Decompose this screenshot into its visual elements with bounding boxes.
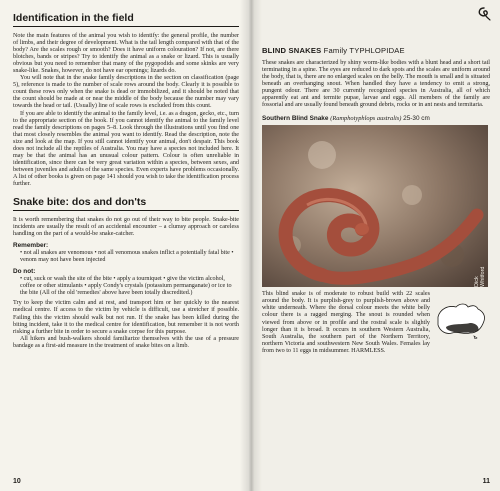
paragraph: If you are able to identify the animal to the family level, i.e. as a dragon, gecko, etc., turn to the appropriate section of the book. If you cannot identify the animal to the family level read the family descriptions on pages 5–8. Look through the illustrations until you find one that most closely resembles the animal you want to identify. Read the description, note the size and look at the map. If you still cannot identify your animal, don't despair. This book does not include all the reptiles of Australia. You may have a species not included here. It may be that the animal has an unusual colour pattern. Colour is often unreliable in identification, since there can be very great variation within a species, between sexes, and between juveniles and adults of the same species. Even experts have problems occasionally. A list of other books is given on page 141 should you wish to take the identification process further. [13, 110, 239, 187]
paragraph: All hikers and bush-walkers should familiarize themselves with the use of a pressure bandage as a first-aid measure in the treatment of snake bites on a limb. [13, 335, 239, 349]
australia-distribution-map-icon [432, 299, 490, 339]
page-number-left: 10 [13, 478, 21, 485]
remember-list [13, 250, 239, 264]
family-latin: TYPHLOPIDAE [349, 46, 405, 55]
snake-photo-image [262, 125, 488, 287]
caption-block [262, 291, 490, 354]
section-title-snake-bite: Snake bite: dos and don'ts [13, 196, 239, 211]
paragraph: It is worth remembering that snakes do not go out of their way to bite people. Snake-bite incidents are usually the result of an accidental encounter – a clumsy approach or careless handling on the part of a would-be snake-catcher. [13, 217, 239, 238]
do-not-label: Do not: [13, 268, 36, 276]
family-name: BLIND SNAKES [262, 46, 322, 55]
paragraph: Try to keep the victim calm and at rest, and transport him or her quickly to the nearest medical centre. If access to the victim by vehicle is difficult, use a stretcher if possible. Failing this the victim should walk but not run. If the snake has been killed during the biting incident, take it to the medical centre for identification, but remember it is not worth risking a further bite in order to secure a snake corpse for this purpose. [13, 300, 239, 335]
species-caption: This blind snake is of moderate to robust build with 22 scales around the body. It is purplish-grey to purplish-brown above and white underneath. Where the dorsal colour meets the white belly colour there is a ragged merging. The snout is rounded when viewed from above or in profile and the rostral scale is slightly longer than it is broad. It occurs in southern Western Australia, South Australia, the southern part of the Northern Territory, northern Victoria and southwestern New South Wales. Females lay from two to 11 eggs in midsummer. HARMLESS. [262, 291, 430, 354]
list-item: • not all snakes are venomous • not all venomous snakes inflict a potentially fatal bite • venom may not have been injected [20, 250, 234, 264]
page-number-right: 11 [482, 478, 490, 485]
photo-credit: Dick Whitford [474, 266, 486, 288]
species-heading [262, 115, 490, 122]
family-label: Family [323, 46, 348, 55]
list-item: • cut, suck or wash the site of the bite • apply a tourniquet • give the victim alcohol, coffee or other stimulants • apply Condy's crystals (potassium permanganate) or ice to the bite (All of the old 'remedies' above have been totally discredited.) [20, 276, 232, 297]
species-latin: (Ramphotyphlops australis) [330, 115, 402, 123]
right-page [249, 0, 500, 491]
section-title-identification: Identification in the field [13, 12, 239, 27]
snake-photo [262, 125, 488, 287]
paragraph: You will note that in the snake family descriptions in the section on classification (page 5), reference is made to the number of scale rows around the body. Clearly it is possible to count these rows only when the snake is dead or immobilized, and it should be noted that the count should be made at or near the middle of the body because the number may vary towards the head or tail. (Usually) line of scale rows is excluded from this count. [13, 75, 239, 110]
species-name: Southern Blind Snake [262, 115, 329, 123]
snake-logo-icon [476, 6, 492, 22]
do-not-list [13, 276, 239, 297]
left-page [0, 0, 249, 491]
family-description: These snakes are characterized by shiny worm-like bodies with a blunt head and a short tail terminating in a spine. The eyes are reduced to dark spots and the scales are uniform around the body, that is, there are no enlarged scales on the belly. The mouth is small and is situated beneath an overhanging snout. When handled they have a tendency to emit a strong, pungent odour. There are 30 currently recognized species in Australia, all of which apparently eat ant and termite pupae, larvae and eggs. All members of the family are fossorial and are usually found beneath ground debris, rocks or in ant nests and termitaria. [262, 60, 490, 109]
family-heading [262, 46, 490, 55]
paragraph: Note the main features of the animal you wish to identify: the general profile, the number of limbs, and their degree of development. What is the tail length compared with that of the body? Are the scales rough or smooth? Does it have uniform colouration? If not, are there blotches, bands or stripes? Try to identify the animal as a snake or lizard. This is usually obvious but you need to remember that many of the pygopodids and some skinks are very snake-like. Snakes, however, do not have ear openings; lizards do. [13, 33, 239, 75]
remember-label: Remember: [13, 242, 49, 250]
species-size: 25-30 cm [403, 115, 430, 123]
